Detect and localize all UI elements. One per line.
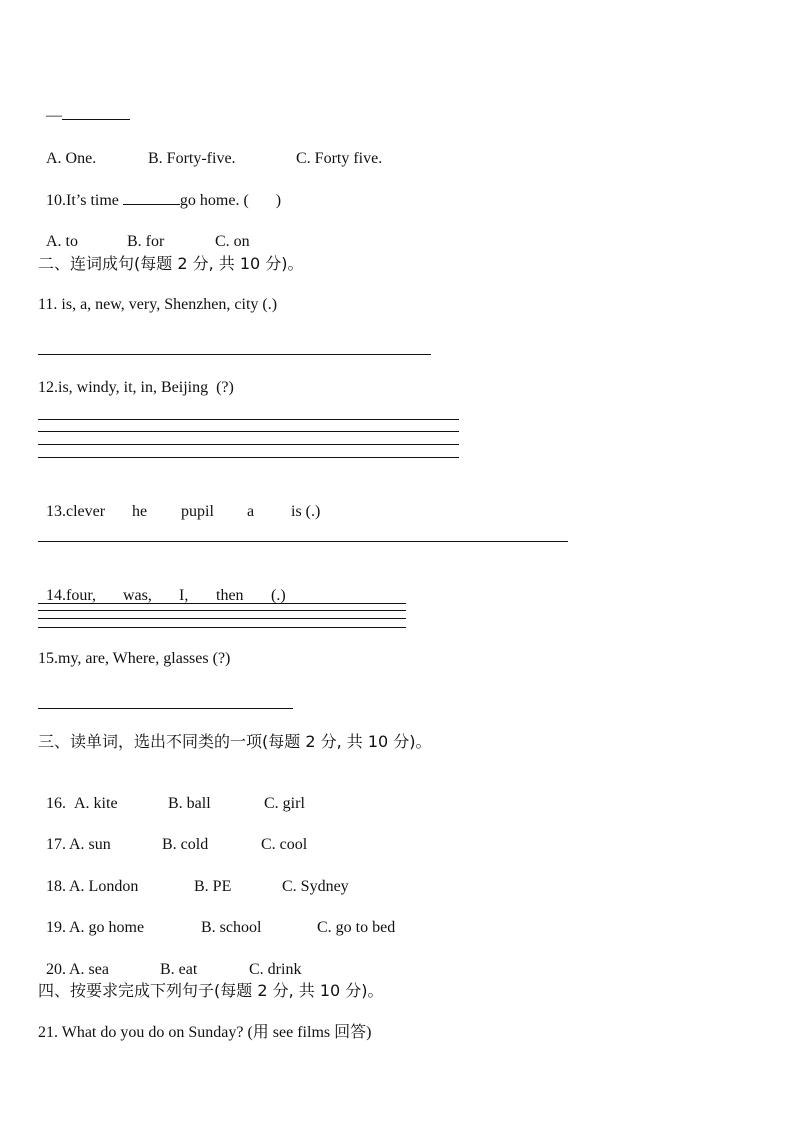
option-c: C. girl bbox=[264, 795, 305, 812]
question-20 bbox=[38, 940, 301, 980]
section-4-heading: 四、按要求完成下列句子(每题 2 分, 共 10 分)。 bbox=[38, 981, 384, 1000]
question-17 bbox=[38, 815, 307, 855]
word: a bbox=[247, 503, 255, 520]
option-c: C. cool bbox=[261, 836, 308, 853]
option-a: A. kite bbox=[74, 795, 118, 812]
option-c: C. Forty five. bbox=[296, 150, 383, 167]
answer-line-14c[interactable] bbox=[38, 618, 406, 619]
option-b: B. ball bbox=[168, 795, 211, 812]
answer-line-14d[interactable] bbox=[38, 627, 406, 628]
option-a: A. One. bbox=[46, 150, 97, 167]
option-b: B. PE bbox=[194, 878, 232, 895]
q9-options bbox=[38, 129, 382, 169]
answer-line-11[interactable] bbox=[38, 354, 431, 355]
question-21: 21. What do you do on Sunday? (用 see films 回答) bbox=[38, 1024, 372, 1041]
question-number: 13. bbox=[46, 503, 66, 520]
question-11: 11. is, a, new, very, Shenzhen, city (.) bbox=[38, 296, 278, 313]
option-a: A. London bbox=[69, 878, 139, 895]
question-text-after: go home. ( bbox=[179, 192, 249, 209]
question-number: 14. bbox=[46, 587, 66, 604]
word: was, bbox=[123, 587, 152, 604]
answer-line-12d[interactable] bbox=[38, 457, 459, 458]
question-15: 15.my, are, Where, glasses (?) bbox=[38, 650, 231, 667]
answer-line-13[interactable] bbox=[38, 541, 568, 542]
answer-line-14a[interactable] bbox=[38, 603, 406, 604]
option-b: B. school bbox=[201, 919, 262, 936]
option-b: B. Forty-five. bbox=[148, 150, 236, 167]
answer-line-9 bbox=[38, 86, 130, 126]
answer-line-14b[interactable] bbox=[38, 610, 406, 611]
answer-blank[interactable] bbox=[62, 119, 130, 120]
option-a: A. sea bbox=[69, 961, 109, 978]
question-number: 10. bbox=[46, 192, 66, 209]
answer-line-12a[interactable] bbox=[38, 419, 459, 420]
answer-blank[interactable] bbox=[123, 204, 180, 205]
word: he bbox=[132, 503, 148, 520]
option-c: C. go to bed bbox=[317, 919, 396, 936]
option-b: B. eat bbox=[160, 961, 198, 978]
question-number: 20. bbox=[46, 961, 66, 978]
question-number: 16. bbox=[46, 795, 66, 812]
question-13 bbox=[38, 482, 320, 522]
question-number: 17. bbox=[46, 836, 66, 853]
word: (.) bbox=[271, 587, 286, 604]
option-c: C. drink bbox=[249, 961, 302, 978]
answer-line-12b[interactable] bbox=[38, 431, 459, 432]
word: I, bbox=[179, 587, 189, 604]
question-number: 18. bbox=[46, 878, 66, 895]
option-c: C. on bbox=[215, 233, 250, 250]
question-text: It’s time bbox=[66, 192, 123, 209]
word: is (.) bbox=[291, 503, 321, 520]
option-b: B. cold bbox=[162, 836, 209, 853]
word: clever bbox=[66, 503, 106, 520]
dash: — bbox=[46, 107, 62, 124]
section-3-heading: 三、读单词，选出不同类的一项(每题 2 分, 共 10 分)。 bbox=[38, 732, 432, 751]
question-10 bbox=[38, 171, 281, 211]
question-number: 19. bbox=[46, 919, 66, 936]
option-a: A. go home bbox=[69, 919, 145, 936]
option-a: A. sun bbox=[69, 836, 111, 853]
question-19 bbox=[38, 898, 395, 938]
close-paren: ) bbox=[275, 192, 282, 209]
q10-options bbox=[38, 212, 250, 252]
question-18 bbox=[38, 857, 349, 897]
question-12: 12.is, windy, it, in, Beijing (?) bbox=[38, 379, 234, 396]
question-14 bbox=[38, 566, 286, 606]
word: pupil bbox=[181, 503, 214, 520]
word: then bbox=[216, 587, 244, 604]
answer-line-15[interactable] bbox=[38, 708, 293, 709]
option-a: A. to bbox=[46, 233, 78, 250]
answer-line-12c[interactable] bbox=[38, 444, 459, 445]
section-2-heading: 二、连词成句(每题 2 分, 共 10 分)。 bbox=[38, 254, 304, 273]
question-16 bbox=[38, 774, 305, 814]
option-c: C. Sydney bbox=[282, 878, 349, 895]
word: four, bbox=[66, 587, 97, 604]
option-b: B. for bbox=[127, 233, 165, 250]
